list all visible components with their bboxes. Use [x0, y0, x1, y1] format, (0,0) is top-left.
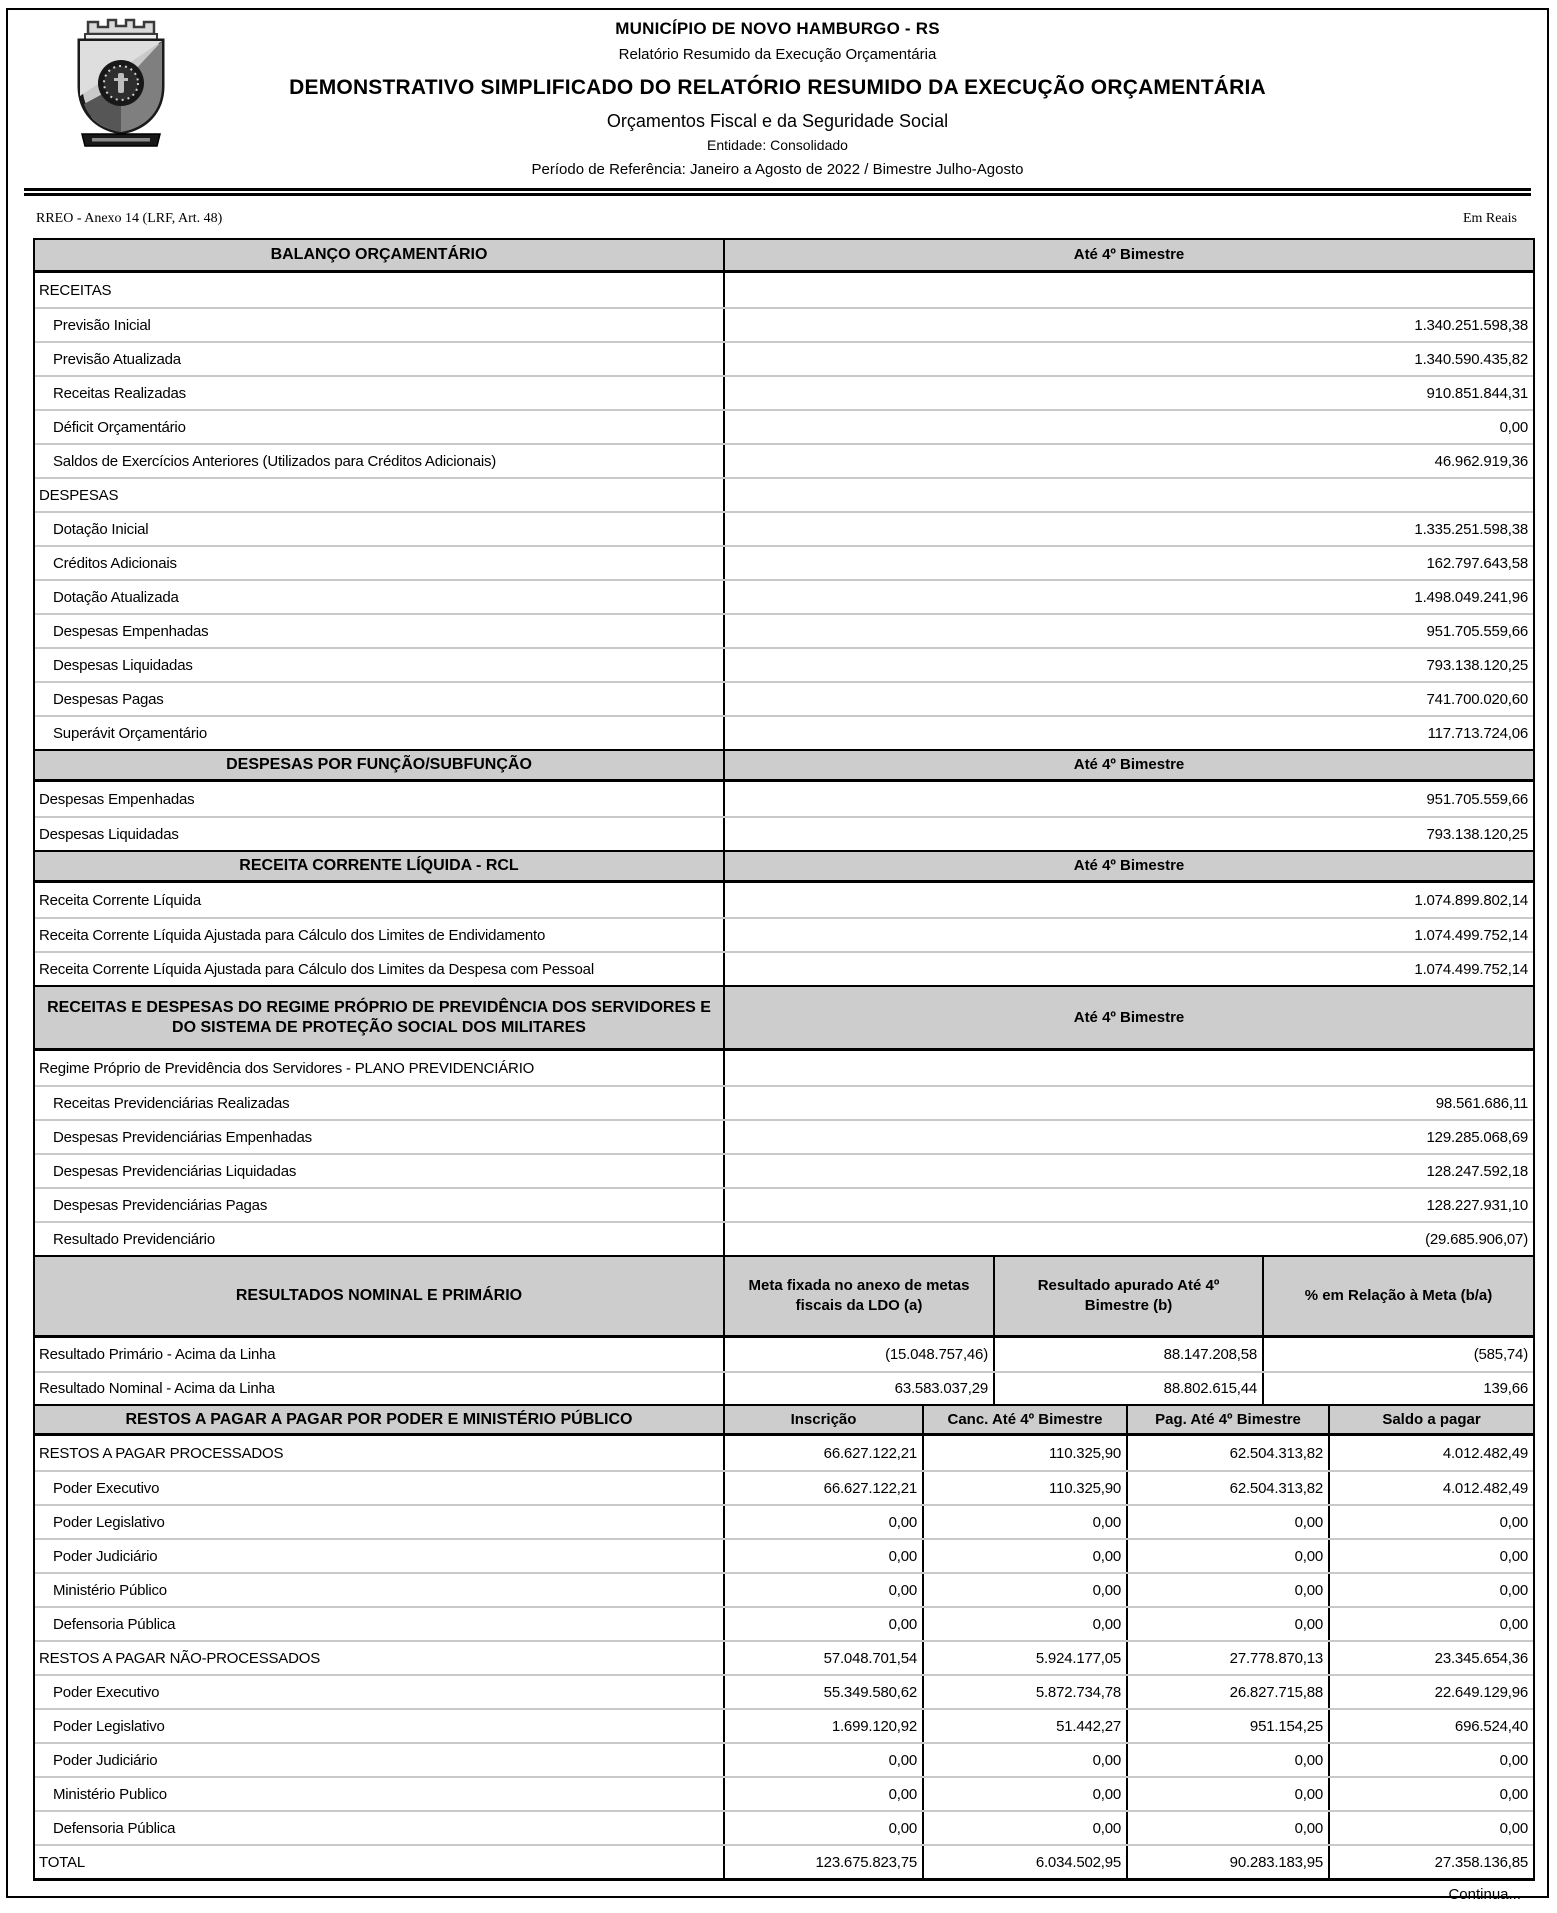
- row-value: (29.685.906,07): [723, 1223, 1533, 1255]
- row-value: 6.034.502,95: [922, 1846, 1126, 1878]
- row-value: 1.074.499.752,14: [723, 953, 1533, 985]
- row-value: 0,00: [723, 411, 1533, 443]
- table-row: [35, 917, 1533, 951]
- row-label: Poder Judiciário: [53, 1751, 158, 1769]
- row-label: Receitas Previdenciárias Realizadas: [53, 1094, 290, 1112]
- row-value: [723, 1051, 1533, 1085]
- table-row: [35, 782, 1533, 816]
- table-row: [35, 409, 1533, 443]
- row-label: Receita Corrente Líquida Ajustada para Cálculo dos Limites de Endividamento: [39, 926, 546, 944]
- row-value: 5.872.734,78: [922, 1676, 1126, 1708]
- table-row: [35, 1470, 1533, 1504]
- table-row: [35, 1051, 1533, 1085]
- row-value: [723, 479, 1533, 511]
- row-value: 63.583.037,29: [723, 1373, 993, 1404]
- row-value: 0,00: [1126, 1574, 1328, 1606]
- column-header: Resultado apurado Até 4º Bimestre (b): [993, 1257, 1262, 1335]
- row-value: 0,00: [723, 1608, 922, 1640]
- row-value: 26.827.715,88: [1126, 1676, 1328, 1708]
- row-label: Despesas Previdenciárias Pagas: [53, 1196, 268, 1214]
- row-value: 110.325,90: [922, 1472, 1126, 1504]
- column-header: Inscrição: [723, 1406, 922, 1433]
- row-label: Saldos de Exercícios Anteriores (Utilizados para Créditos Adicionais): [53, 452, 497, 470]
- row-value: 1.498.049.241,96: [723, 581, 1533, 613]
- row-label: Poder Legislativo: [53, 1513, 165, 1531]
- row-label: Receita Corrente Líquida: [39, 891, 201, 909]
- row-value: 128.227.931,10: [723, 1189, 1533, 1221]
- table-row: [35, 883, 1533, 917]
- row-label: Despesas Liquidadas: [39, 825, 179, 843]
- row-label: Despesas Pagas: [53, 690, 164, 708]
- row-value: 951.705.559,66: [723, 615, 1533, 647]
- section-header-rpps: [35, 985, 1533, 1051]
- table-row: [35, 1085, 1533, 1119]
- table-row: [35, 1674, 1533, 1708]
- row-value: 5.924.177,05: [922, 1642, 1126, 1674]
- row-label: Resultado Previdenciário: [53, 1230, 215, 1248]
- row-value: 117.713.724,06: [723, 717, 1533, 749]
- reference-period: Período de Referência: Janeiro a Agosto de 2022 / Bimestre Julho-Agosto: [531, 161, 1024, 178]
- column-header: Até 4º Bimestre: [723, 987, 1533, 1048]
- row-value: 0,00: [723, 1744, 922, 1776]
- annex-meta-row: [36, 211, 1517, 227]
- municipal-coat-of-arms-icon: [58, 14, 184, 148]
- row-value: 1.074.899.802,14: [723, 883, 1533, 917]
- row-value: 0,00: [922, 1744, 1126, 1776]
- municipality-name: MUNICÍPIO DE NOVO HAMBURGO - RS: [615, 19, 940, 38]
- row-label: Receita Corrente Líquida Ajustada para Cálculo dos Limites da Despesa com Pessoal: [39, 960, 594, 978]
- table-row: [35, 1776, 1533, 1810]
- table-row: [35, 341, 1533, 375]
- row-value: 0,00: [1328, 1540, 1533, 1572]
- row-value: 4.012.482,49: [1328, 1472, 1533, 1504]
- section-header-balanco: [35, 240, 1533, 273]
- section-header-rcl: [35, 850, 1533, 883]
- section-header-restos: [35, 1404, 1533, 1436]
- row-label: Resultado Nominal - Acima da Linha: [39, 1380, 275, 1397]
- row-label: RESTOS A PAGAR NÃO-PROCESSADOS: [39, 1649, 321, 1667]
- table-row: [35, 1742, 1533, 1776]
- column-header: Até 4º Bimestre: [723, 240, 1533, 270]
- table-row: [35, 1338, 1533, 1371]
- table-row: [35, 816, 1533, 850]
- row-value: 793.138.120,25: [723, 818, 1533, 850]
- report-header: [8, 10, 1547, 178]
- row-label: Poder Legislativo: [53, 1717, 165, 1735]
- entity-line: Entidade: Consolidado: [707, 137, 848, 153]
- section-title: BALANÇO ORÇAMENTÁRIO: [270, 246, 488, 263]
- table-row: [35, 1708, 1533, 1742]
- row-value: 741.700.020,60: [723, 683, 1533, 715]
- row-value: 1.335.251.598,38: [723, 513, 1533, 545]
- row-value: 0,00: [1328, 1506, 1533, 1538]
- row-value: 4.012.482,49: [1328, 1436, 1533, 1470]
- row-value: 0,00: [922, 1778, 1126, 1810]
- row-value: 0,00: [922, 1608, 1126, 1640]
- row-value: 0,00: [723, 1540, 922, 1572]
- row-value: (15.048.757,46): [723, 1338, 993, 1371]
- row-label: Receitas Realizadas: [53, 384, 186, 402]
- row-value: 110.325,90: [922, 1436, 1126, 1470]
- row-value: 0,00: [723, 1812, 922, 1844]
- row-value: 0,00: [1328, 1812, 1533, 1844]
- table-row: [35, 477, 1533, 511]
- row-value: 951.154,25: [1126, 1710, 1328, 1742]
- table-row: [35, 375, 1533, 409]
- table-row: [35, 545, 1533, 579]
- row-value: 1.699.120,92: [723, 1710, 922, 1742]
- row-value: 0,00: [723, 1506, 922, 1538]
- row-value: 1.074.499.752,14: [723, 919, 1533, 951]
- row-value: 0,00: [922, 1506, 1126, 1538]
- row-value: 1.340.251.598,38: [723, 309, 1533, 341]
- table-row: [35, 1221, 1533, 1255]
- row-value: 88.147.208,58: [993, 1338, 1262, 1371]
- row-value: 0,00: [723, 1574, 922, 1606]
- row-value: 51.442,27: [922, 1710, 1126, 1742]
- row-label: Defensoria Pública: [53, 1819, 176, 1837]
- section-title: RESULTADOS NOMINAL E PRIMÁRIO: [235, 1287, 523, 1304]
- row-value: 62.504.313,82: [1126, 1472, 1328, 1504]
- row-value: 0,00: [1126, 1744, 1328, 1776]
- table-row: [35, 1606, 1533, 1640]
- column-header: Pag. Até 4º Bimestre: [1126, 1406, 1328, 1433]
- table-row: [35, 511, 1533, 545]
- row-label: Créditos Adicionais: [53, 554, 177, 572]
- table-row: [35, 273, 1533, 307]
- report-subtitle: Orçamentos Fiscal e da Seguridade Social: [606, 111, 949, 131]
- section-header-resultados: [35, 1255, 1533, 1338]
- section-title: DESPESAS POR FUNÇÃO/SUBFUNÇÃO: [226, 756, 532, 773]
- row-value: 66.627.122,21: [723, 1472, 922, 1504]
- row-label: RECEITAS: [39, 281, 112, 299]
- table-row: [35, 951, 1533, 985]
- row-label: Poder Executivo: [53, 1683, 160, 1701]
- table-row: [35, 1504, 1533, 1538]
- row-label: Despesas Previdenciárias Empenhadas: [53, 1128, 312, 1146]
- row-label: Despesas Previdenciárias Liquidadas: [53, 1162, 297, 1180]
- row-value: 0,00: [1126, 1506, 1328, 1538]
- row-value: 23.345.654,36: [1328, 1642, 1533, 1674]
- row-value: 46.962.919,36: [723, 445, 1533, 477]
- column-header: % em Relação à Meta (b/a): [1262, 1257, 1533, 1335]
- row-label: Previsão Atualizada: [53, 350, 181, 368]
- table-row: [35, 647, 1533, 681]
- row-value: 696.524,40: [1328, 1710, 1533, 1742]
- table-row: [35, 1640, 1533, 1674]
- table-row: [35, 443, 1533, 477]
- row-value: 62.504.313,82: [1126, 1436, 1328, 1470]
- row-label: RESTOS A PAGAR PROCESSADOS: [39, 1444, 284, 1462]
- row-value: 22.649.129,96: [1328, 1676, 1533, 1708]
- table-row: [35, 1153, 1533, 1187]
- table-row: [35, 1371, 1533, 1404]
- row-value: 90.283.183,95: [1126, 1846, 1328, 1878]
- row-value: 0,00: [1328, 1608, 1533, 1640]
- row-value: 0,00: [1328, 1574, 1533, 1606]
- table-row: [35, 1572, 1533, 1606]
- section-title: RECEITAS E DESPESAS DO REGIME PRÓPRIO DE PREVIDÊNCIA DOS SERVIDORES E DO SISTEMA DE PROTEÇÃO SOCIAL DOS MILITARES: [47, 998, 711, 1036]
- row-value: 129.285.068,69: [723, 1121, 1533, 1153]
- row-label: Ministério Publico: [53, 1785, 167, 1803]
- table-row: [35, 681, 1533, 715]
- row-value: 123.675.823,75: [723, 1846, 922, 1878]
- row-value: 88.802.615,44: [993, 1373, 1262, 1404]
- row-value: 0,00: [922, 1574, 1126, 1606]
- row-value: 951.705.559,66: [723, 782, 1533, 816]
- row-value: (585,74): [1262, 1338, 1533, 1371]
- row-label: Despesas Empenhadas: [39, 790, 195, 808]
- section-header-despesas_funcao: [35, 749, 1533, 782]
- continuation-note: Continua...: [1448, 1886, 1521, 1903]
- row-label: Despesas Empenhadas: [53, 622, 209, 640]
- column-header: Canc. Até 4º Bimestre: [922, 1406, 1126, 1433]
- row-label: DESPESAS: [39, 486, 119, 504]
- page-title: DEMONSTRATIVO SIMPLIFICADO DO RELATÓRIO RESUMIDO DA EXECUÇÃO ORÇAMENTÁRIA: [289, 76, 1266, 99]
- column-header: Meta fixada no anexo de metas fiscais da LDO (a): [723, 1257, 993, 1335]
- annex-label: RREO - Anexo 14 (LRF, Art. 48): [36, 211, 223, 226]
- row-value: 27.358.136,85: [1328, 1846, 1533, 1878]
- row-label: Defensoria Pública: [53, 1615, 176, 1633]
- row-value: 0,00: [1126, 1608, 1328, 1640]
- row-value: 1.340.590.435,82: [723, 343, 1533, 375]
- row-value: 0,00: [1328, 1744, 1533, 1776]
- table-row: [35, 1844, 1533, 1878]
- row-value: 910.851.844,31: [723, 377, 1533, 409]
- table-row: [35, 1810, 1533, 1844]
- row-value: 0,00: [723, 1778, 922, 1810]
- table-row: [35, 1538, 1533, 1572]
- table-row: [35, 613, 1533, 647]
- column-header: Saldo a pagar: [1328, 1406, 1533, 1433]
- currency-note: Em Reais: [1462, 211, 1517, 226]
- row-value: 793.138.120,25: [723, 649, 1533, 681]
- row-label: Resultado Primário - Acima da Linha: [39, 1346, 276, 1363]
- row-value: 0,00: [1126, 1812, 1328, 1844]
- row-value: 0,00: [922, 1812, 1126, 1844]
- row-value: 0,00: [1328, 1778, 1533, 1810]
- row-label: Ministério Público: [53, 1581, 167, 1599]
- section-title: RECEITA CORRENTE LÍQUIDA - RCL: [239, 857, 519, 874]
- table-row: [35, 579, 1533, 613]
- row-label: Regime Próprio de Previdência dos Servidores - PLANO PREVIDENCIÁRIO: [39, 1059, 535, 1077]
- row-label: Poder Executivo: [53, 1479, 160, 1497]
- table-row: [35, 1119, 1533, 1153]
- table-row: [35, 715, 1533, 749]
- row-value: 0,00: [1126, 1778, 1328, 1810]
- row-label: Superávit Orçamentário: [53, 724, 208, 742]
- row-value: 66.627.122,21: [723, 1436, 922, 1470]
- row-label: Despesas Liquidadas: [53, 656, 193, 674]
- row-label: Dotação Inicial: [53, 520, 149, 538]
- row-label: Poder Judiciário: [53, 1547, 158, 1565]
- row-label: Déficit Orçamentário: [53, 418, 186, 436]
- row-label: Previsão Inicial: [53, 316, 151, 334]
- row-value: 128.247.592,18: [723, 1155, 1533, 1187]
- row-value: 0,00: [922, 1540, 1126, 1572]
- report-name: Relatório Resumido da Execução Orçamentária: [618, 46, 937, 63]
- row-value: 162.797.643,58: [723, 547, 1533, 579]
- row-value: 57.048.701,54: [723, 1642, 922, 1674]
- table-row: [35, 1187, 1533, 1221]
- row-value: 98.561.686,11: [723, 1087, 1533, 1119]
- table-row: [35, 307, 1533, 341]
- page-frame: [6, 8, 1549, 1903]
- row-value: 27.778.870,13: [1126, 1642, 1328, 1674]
- report-table: [33, 238, 1535, 1881]
- row-value: 0,00: [1126, 1540, 1328, 1572]
- row-value: 139,66: [1262, 1373, 1533, 1404]
- row-value: 55.349.580,62: [723, 1676, 922, 1708]
- table-row: [35, 1436, 1533, 1470]
- section-title: RESTOS A PAGAR A PAGAR POR PODER E MINISTÉRIO PÚBLICO: [125, 1410, 633, 1428]
- row-label: Dotação Atualizada: [53, 588, 179, 606]
- column-header: Até 4º Bimestre: [723, 751, 1533, 779]
- header-divider-rule: [24, 188, 1531, 196]
- row-value: [723, 273, 1533, 307]
- row-label: TOTAL: [39, 1853, 85, 1871]
- column-header: Até 4º Bimestre: [723, 852, 1533, 880]
